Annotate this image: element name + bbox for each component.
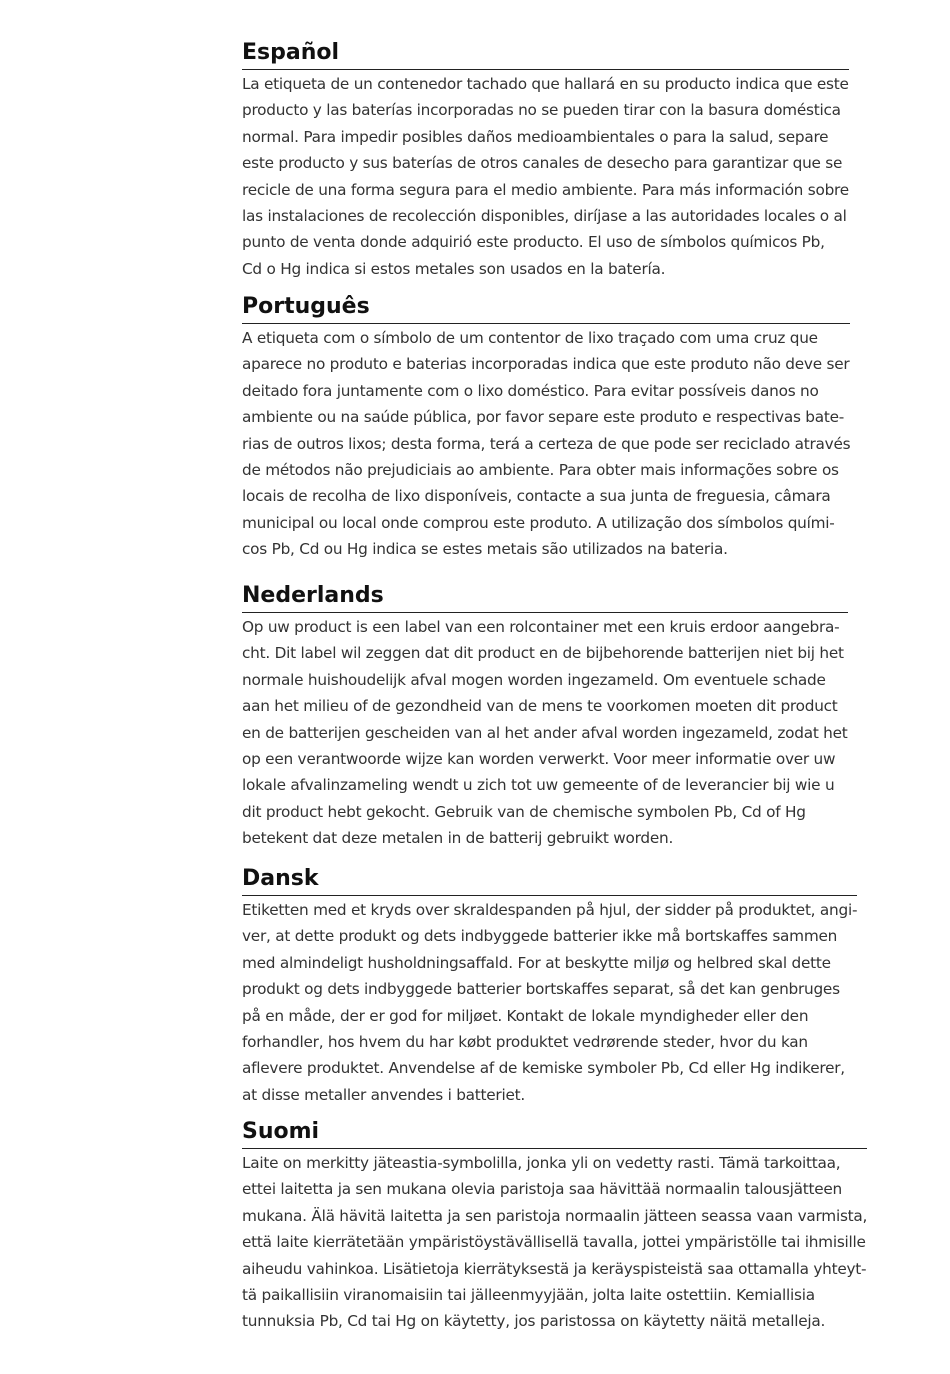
text-line: op een verantwoorde wijze kan worden verwerkt. Voor meer informatie over uw xyxy=(242,750,836,769)
text-line: lokale afvalinzameling wendt u zich tot uw gemeente of de leverancier bij wie u xyxy=(242,776,835,795)
section-body-espanol xyxy=(242,70,849,282)
text-line: recicle de una forma segura para el medio ambiente. Para más información sobre xyxy=(242,180,849,199)
text-line: normal. Para impedir posibles daños medioambientales o para la salud, separe xyxy=(242,127,829,146)
section-body-dansk xyxy=(242,896,857,1108)
text-line: este producto y sus baterías de otros canales de desecho para garantizar que se xyxy=(242,154,843,173)
section-dansk xyxy=(242,864,857,1108)
section-portugues xyxy=(242,292,850,563)
section-title-dansk: Dansk xyxy=(242,864,857,896)
text-line: dit product hebt gekocht. Gebruik van de chemische symbolen Pb, Cd of Hg xyxy=(242,802,806,821)
text-line: deitado fora juntamente com o lixo doméstico. Para evitar possíveis danos no xyxy=(242,381,819,400)
text-line: ambiente ou na saúde pública, por favor separe este produto e respectivas bate- xyxy=(242,408,845,427)
text-line: de métodos não prejudiciais ao ambiente. Para obter mais informações sobre os xyxy=(242,461,839,480)
section-nederlands xyxy=(242,581,848,852)
text-line: locais de recolha de lixo disponíveis, contacte a sua junta de freguesia, câmara xyxy=(242,487,831,506)
section-title-espanol: Español xyxy=(242,38,849,70)
text-line: med almindeligt husholdningsaffald. For at beskytte miljø og helbred skal dette xyxy=(242,953,831,972)
text-line: punto de venta donde adquirió este producto. El uso de símbolos químicos Pb, xyxy=(242,233,825,252)
text-line: ettei laitetta ja sen mukana olevia paristoja saa hävittää normaalin talousjätteen xyxy=(242,1180,842,1199)
text-line: aan het milieu of de gezondheid van de mens te voorkomen moeten dit product xyxy=(242,697,838,716)
text-line: rias de outros lixos; desta forma, terá a certeza de que pode ser reciclado através xyxy=(242,434,851,453)
section-body-portugues xyxy=(242,324,850,563)
text-line: aiheudu vahinkoa. Lisätietoja kierrätyksestä ja keräyspisteistä saa ottamalla yhteyt- xyxy=(242,1259,867,1278)
text-line: tä paikallisiin viranomaisiin tai jälleenmyyjään, jolta laite ostettiin. Kemiallisia xyxy=(242,1286,815,1305)
text-line: producto y las baterías incorporadas no se pueden tirar con la basura doméstica xyxy=(242,101,841,120)
section-title-nederlands: Nederlands xyxy=(242,581,848,613)
section-title-suomi: Suomi xyxy=(242,1117,867,1149)
text-line: Laite on merkitty jäteastia-symbolilla, jonka yli on vedetty rasti. Tämä tarkoittaa, xyxy=(242,1154,841,1172)
text-line: Etiketten med et kryds over skraldespanden på hjul, der sidder på produktet, angi- xyxy=(242,901,858,919)
text-line: cht. Dit label wil zeggen dat dit product en de bijbehorende batterijen niet bij het xyxy=(242,644,844,663)
text-line: Op uw product is een label van een rolcontainer met een kruis erdoor aangebra- xyxy=(242,618,840,636)
text-line: produkt og dets indbyggede batterier bortskaffes separat, så det kan genbruges xyxy=(242,980,840,999)
text-line: A etiqueta com o símbolo de um contentor de lixo traçado com uma cruz que xyxy=(242,329,818,347)
text-line: aparece no produto e baterias incorporadas indica que este produto não deve ser xyxy=(242,355,850,374)
text-line: tunnuksia Pb, Cd tai Hg on käytetty, jos paristossa on käytetty näitä metalleja. xyxy=(242,1312,826,1331)
section-body-nederlands xyxy=(242,613,848,852)
text-line: ver, at dette produkt og dets indbyggede batterier ikke må bortskaffes sammen xyxy=(242,927,838,946)
text-line: betekent dat deze metalen in de batterij gebruikt worden. xyxy=(242,829,674,848)
text-line: forhandler, hos hvem du har købt produktet vedrørende steder, hvor du kan xyxy=(242,1033,808,1052)
text-line: La etiqueta de un contenedor tachado que hallará en su producto indica que este xyxy=(242,75,849,93)
text-line: että laite kierrätetään ympäristöystävällisellä tavalla, jottei ympäristölle tai ihmisille xyxy=(242,1233,866,1252)
text-line: municipal ou local onde comprou este produto. A utilização dos símbolos quími- xyxy=(242,513,835,532)
text-line: en de batterijen gescheiden van al het ander afval worden ingezameld, zodat het xyxy=(242,723,848,742)
text-line: at disse metaller anvendes i batteriet. xyxy=(242,1085,525,1104)
text-line: mukana. Älä hävitä laitetta ja sen paristoja normaalin jätteen seassa vaan varmista, xyxy=(242,1206,868,1225)
text-line: på en måde, der er god for miljøet. Kontakt de lokale myndigheder eller den xyxy=(242,1006,809,1025)
section-title-portugues: Português xyxy=(242,292,850,324)
section-suomi xyxy=(242,1117,867,1335)
section-body-suomi xyxy=(242,1149,867,1335)
text-line: aflevere produktet. Anvendelse af de kemiske symboler Pb, Cd eller Hg indikerer, xyxy=(242,1059,845,1078)
text-line: Cd o Hg indica si estos metales son usados en la batería. xyxy=(242,259,666,278)
text-line: las instalaciones de recolección disponibles, diríjase a las autoridades locales o al xyxy=(242,207,847,226)
text-line: cos Pb, Cd ou Hg indica se estes metais são utilizados na bateria. xyxy=(242,540,728,559)
text-line: normale huishoudelijk afval mogen worden ingezameld. Om eventuele schade xyxy=(242,670,826,689)
section-espanol xyxy=(242,38,849,282)
